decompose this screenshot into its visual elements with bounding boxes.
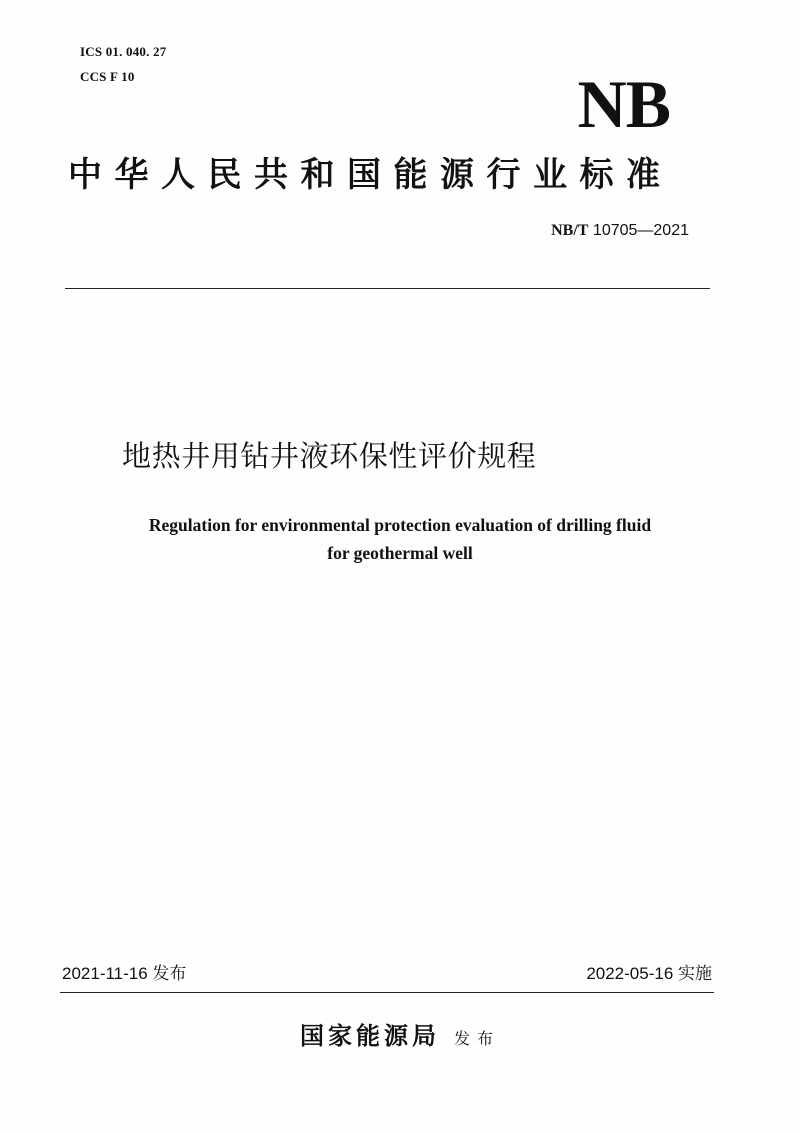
- ccs-code: CCS F 10: [80, 69, 135, 84]
- publisher-name: 国家能源局: [299, 1022, 440, 1050]
- standard-number: [551, 221, 689, 241]
- standard-number-prefix: NB/T: [551, 222, 589, 239]
- bottom-divider: [60, 992, 714, 993]
- english-title-line-2: for geothermal well: [327, 543, 473, 563]
- publisher: [0, 1018, 800, 1058]
- chinese-title: 地热井用钻井液环保性评价规程: [122, 439, 537, 473]
- issue-date: 2021-11-16 发布: [62, 964, 187, 983]
- nb-logo: NB: [577, 66, 670, 142]
- english-title-line-1: Regulation for environmental protection evaluation of drilling fluid: [148, 515, 652, 535]
- industry-standard-heading: 中华人民共和国能源行业标准: [68, 155, 673, 195]
- publish-action: 发布: [453, 1029, 500, 1048]
- top-divider: [65, 288, 710, 289]
- standard-number-code: 10705—2021: [588, 222, 689, 239]
- implementation-date: 2022-05-16 实施: [586, 964, 712, 983]
- ics-code: ICS 01. 040. 27: [80, 44, 167, 59]
